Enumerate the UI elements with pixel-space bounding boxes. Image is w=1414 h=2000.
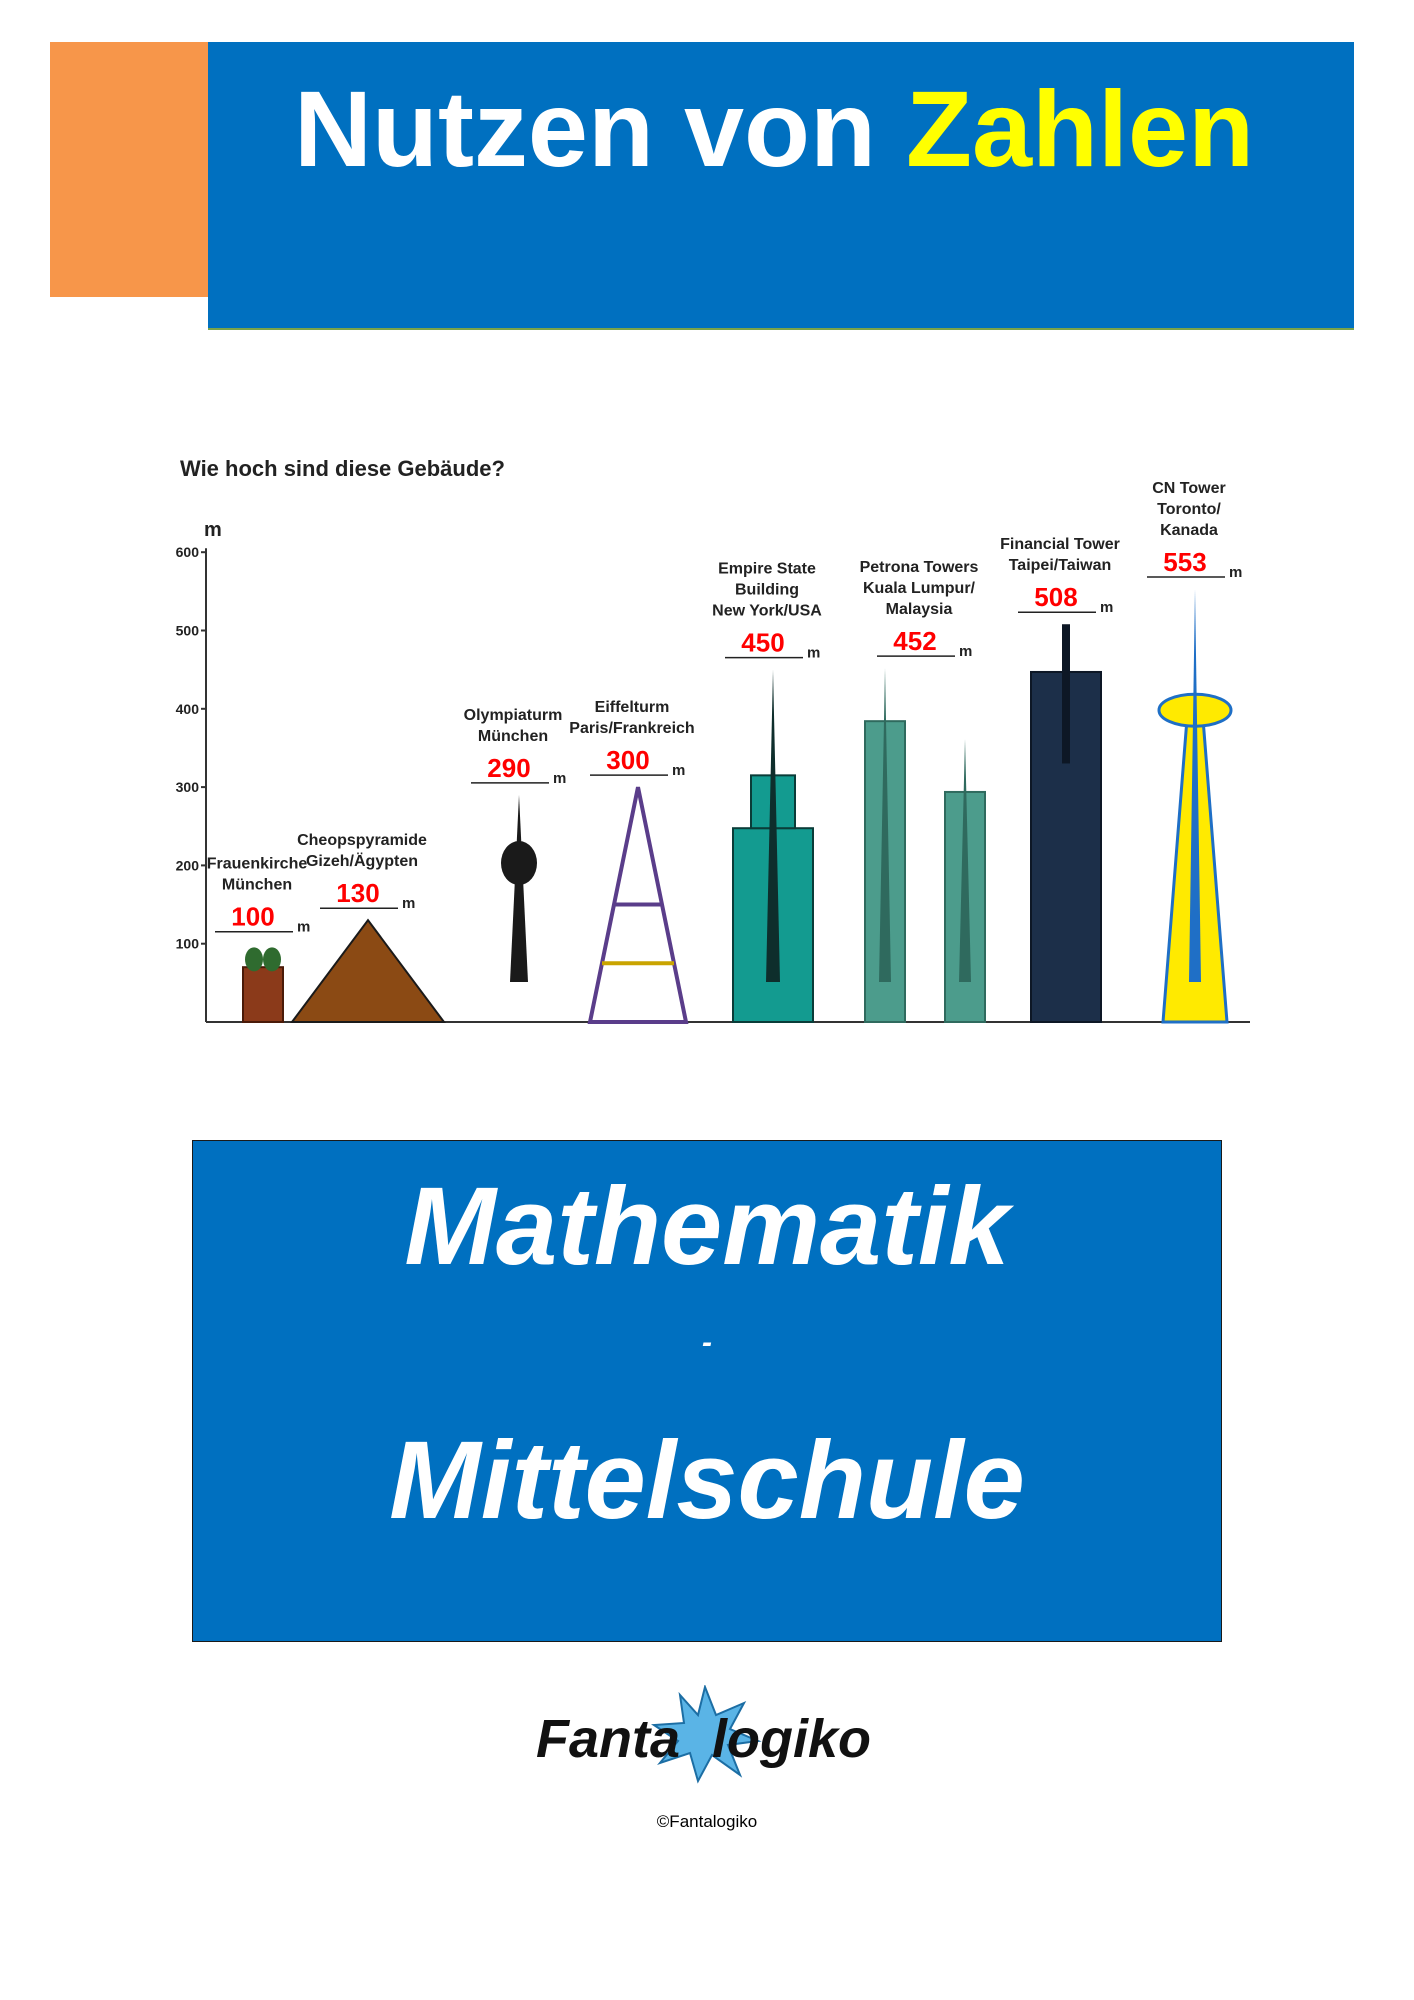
value-label: 450 — [741, 627, 785, 658]
y-tick-label: 100 — [175, 935, 199, 952]
building-spire — [510, 795, 528, 982]
logo-text-right: logiko — [712, 1709, 871, 1769]
y-tick-label: 500 — [175, 622, 199, 639]
category-label: Gizeh/Ägypten — [305, 853, 419, 871]
category-label: Building — [735, 581, 799, 599]
category-label: Frauenkirche — [206, 855, 308, 873]
value-label: 100 — [231, 901, 275, 932]
value-label: 508 — [1034, 582, 1078, 613]
building-dome — [245, 947, 263, 971]
orange-accent-block — [50, 42, 208, 297]
building-antenna — [1062, 624, 1070, 763]
y-tick-label: 300 — [175, 779, 199, 796]
category-label: Toronto/ — [1157, 501, 1221, 519]
category-label: Paris/Frankreich — [569, 720, 695, 738]
chart-title: Wie hoch sind diese Gebäude? — [180, 456, 505, 481]
building-heights-chart — [160, 450, 1270, 1050]
fantalogiko-logo — [530, 1685, 890, 1785]
category-label: München — [221, 876, 293, 894]
value-unit: m — [402, 895, 416, 913]
value-label: 290 — [487, 752, 531, 783]
value-unit: m — [297, 918, 311, 936]
category-label: Empire State — [718, 560, 816, 578]
title-main: Nutzen von — [294, 68, 876, 189]
value-unit: m — [1229, 564, 1243, 582]
value-label: 130 — [336, 878, 380, 909]
building-section — [501, 841, 537, 885]
category-label: Financial Tower — [1000, 536, 1120, 554]
value-label: 553 — [1163, 547, 1207, 578]
value-unit: m — [553, 769, 567, 787]
subject-box — [192, 1140, 1222, 1642]
title-banner — [208, 42, 1354, 330]
category-label: Petrona Towers — [859, 559, 979, 577]
subject-separator: - — [702, 1326, 712, 1359]
building-bar — [292, 920, 444, 1022]
y-tick-label: 600 — [175, 544, 199, 561]
title-accent: Zahlen — [906, 68, 1255, 189]
category-label: Kuala Lumpur/ — [862, 580, 976, 598]
copyright-notice: ©Fantalogiko — [656, 1812, 758, 1831]
category-label: Eiffelturm — [594, 699, 670, 717]
y-tick-label: 400 — [175, 700, 199, 717]
building-section — [243, 967, 283, 1022]
category-label: New York/USA — [712, 602, 822, 620]
logo-text-left: Fanta — [536, 1709, 681, 1769]
category-label: München — [477, 727, 549, 745]
building-dome — [263, 947, 281, 971]
value-label: 300 — [606, 745, 650, 776]
category-label: Taipei/Taiwan — [1008, 557, 1112, 575]
subject-title: Mathematik — [404, 1165, 1010, 1288]
value-label: 452 — [893, 626, 937, 657]
category-label: Cheopspyramide — [297, 832, 427, 850]
y-tick-label: 200 — [175, 857, 199, 874]
category-label: Malaysia — [885, 601, 953, 619]
y-axis-label: m — [204, 519, 222, 542]
value-unit: m — [672, 762, 686, 780]
category-label: Kanada — [1160, 522, 1218, 540]
value-unit: m — [959, 643, 973, 661]
value-unit: m — [1100, 599, 1114, 617]
category-label: Olympiaturm — [463, 706, 563, 724]
category-label: CN Tower — [1152, 480, 1226, 498]
page-title — [294, 64, 1254, 194]
value-unit: m — [807, 644, 821, 662]
school-type: Mittelschule — [389, 1419, 1025, 1542]
